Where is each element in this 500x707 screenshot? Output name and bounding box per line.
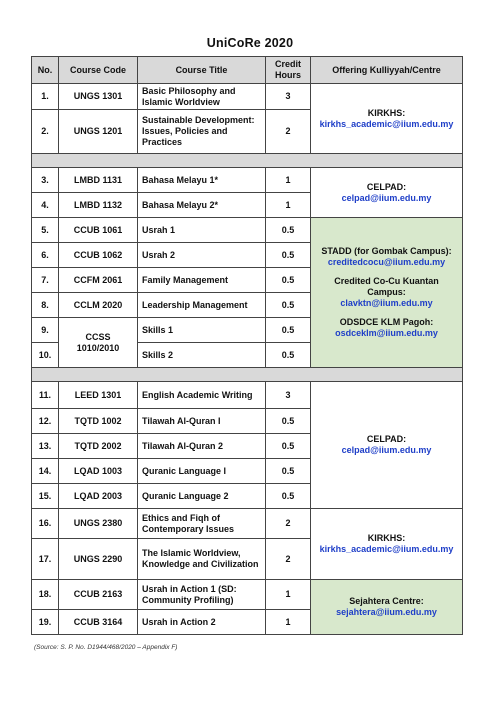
- row-code: UNGS 1201: [59, 110, 138, 154]
- row-title: Usrah 2: [138, 243, 266, 268]
- row-credit: 0.5: [266, 459, 311, 484]
- row-credit: 2: [266, 539, 311, 580]
- table-row: [32, 218, 463, 243]
- row-title: Bahasa Melayu 2*: [138, 193, 266, 218]
- row-code: CCLM 2020: [59, 293, 138, 318]
- offering-name: Credited Co-Cu Kuantan Campus:: [334, 276, 439, 297]
- row-credit: 0.5: [266, 243, 311, 268]
- row-no: 6.: [32, 243, 59, 268]
- row-title: Quranic Language I: [138, 459, 266, 484]
- row-code: CCFM 2061: [59, 268, 138, 293]
- row-title: Quranic Language 2: [138, 484, 266, 509]
- row-code: LMBD 1131: [59, 168, 138, 193]
- row-code: CCUB 1061: [59, 218, 138, 243]
- row-credit: 1: [266, 168, 311, 193]
- offering-email: osdceklm@iium.edu.my: [335, 328, 438, 338]
- row-no: 3.: [32, 168, 59, 193]
- table-row: [32, 382, 463, 409]
- row-title: Tilawah Al-Quran I: [138, 409, 266, 434]
- offering-kirkhs: [311, 509, 463, 580]
- table-row: [32, 168, 463, 193]
- row-title: Tilawah Al-Quran 2: [138, 434, 266, 459]
- row-credit: 0.5: [266, 343, 311, 368]
- row-title: Bahasa Melayu 1*: [138, 168, 266, 193]
- row-title: Skills 1: [138, 318, 266, 343]
- row-title: Ethics and Fiqh of Contemporary Issues: [138, 509, 266, 539]
- row-no: 18.: [32, 580, 59, 610]
- row-no: 7.: [32, 268, 59, 293]
- row-no: 12.: [32, 409, 59, 434]
- offering-name: CELPAD:: [366, 434, 407, 444]
- source-note: (Source: S. P. No. D1944/468/2020 – Appendix F): [34, 644, 178, 651]
- row-title: Leadership Management: [138, 293, 266, 318]
- row-credit: 0.5: [266, 484, 311, 509]
- row-credit: 2: [266, 509, 311, 539]
- row-no: 4.: [32, 193, 59, 218]
- row-no: 16.: [32, 509, 59, 539]
- header-credit-hours: Credit Hours: [266, 57, 311, 84]
- header-no: No.: [32, 57, 59, 84]
- row-credit: 1: [266, 580, 311, 610]
- row-credit: 3: [266, 382, 311, 409]
- offering-name: KIRKHS:: [367, 107, 406, 118]
- offering-email: sejahtera@iium.edu.my: [336, 607, 437, 617]
- row-no: 17.: [32, 539, 59, 580]
- row-title: Basic Philosophy and Islamic Worldview: [138, 84, 266, 110]
- offering-name: CELPAD:: [366, 181, 407, 192]
- row-code: UNGS 1301: [59, 84, 138, 110]
- row-code: UNGS 2290: [59, 539, 138, 580]
- row-code: LEED 1301: [59, 382, 138, 409]
- row-title: The Islamic Worldview, Knowledge and Civilization: [138, 539, 266, 580]
- offering-celpad: [311, 168, 463, 218]
- row-code: CCSS 1010/2010: [59, 318, 138, 368]
- row-credit: 0.5: [266, 218, 311, 243]
- row-title: Skills 2: [138, 343, 266, 368]
- offering-celpad: [311, 382, 463, 509]
- group-separator: [32, 368, 463, 382]
- row-no: 11.: [32, 382, 59, 409]
- row-no: 19.: [32, 610, 59, 635]
- row-no: 9.: [32, 318, 59, 343]
- group-separator: [32, 154, 463, 168]
- row-no: 14.: [32, 459, 59, 484]
- row-code: TQTD 2002: [59, 434, 138, 459]
- row-title: Family Management: [138, 268, 266, 293]
- offering-email: clavktn@iium.edu.my: [340, 298, 433, 308]
- row-no: 5.: [32, 218, 59, 243]
- row-no: 10.: [32, 343, 59, 368]
- offering-email: celpad@iium.edu.my: [341, 445, 432, 455]
- row-credit: 0.5: [266, 409, 311, 434]
- row-code: TQTD 1002: [59, 409, 138, 434]
- header-offering: Offering Kulliyyah/Centre: [311, 57, 463, 84]
- course-table: [31, 56, 463, 635]
- row-title: Usrah in Action 2: [138, 610, 266, 635]
- offering-email: celpad@iium.edu.my: [341, 192, 432, 203]
- offering-name: STADD (for Gombak Campus):: [321, 246, 452, 256]
- row-no: 15.: [32, 484, 59, 509]
- header-course-title: Course Title: [138, 57, 266, 84]
- row-code: UNGS 2380: [59, 509, 138, 539]
- row-no: 1.: [32, 84, 59, 110]
- row-code: LMBD 1132: [59, 193, 138, 218]
- offering-email: kirkhs_academic@iium.edu.my: [319, 118, 454, 129]
- row-code: CCUB 3164: [59, 610, 138, 635]
- row-title: Sustainable Development: Issues, Policies and Practices: [138, 110, 266, 154]
- page-title: UniCoRe 2020: [206, 36, 294, 50]
- offering-email: creditedcocu@iium.edu.my: [327, 257, 446, 267]
- table-header-row: [32, 57, 463, 84]
- offering-kirkhs: [311, 84, 463, 154]
- offering-name: Sejahtera Centre:: [349, 596, 424, 606]
- row-code: LQAD 2003: [59, 484, 138, 509]
- row-credit: 1: [266, 610, 311, 635]
- row-code: CCUB 2163: [59, 580, 138, 610]
- row-credit: 2: [266, 110, 311, 154]
- table-row: [32, 509, 463, 539]
- offering-name: KIRKHS:: [367, 533, 406, 543]
- row-code: LQAD 1003: [59, 459, 138, 484]
- offering-name: ODSDCE KLM Pagoh:: [339, 317, 434, 327]
- table-row: [32, 84, 463, 110]
- row-credit: 0.5: [266, 293, 311, 318]
- row-no: 8.: [32, 293, 59, 318]
- row-title: English Academic Writing: [138, 382, 266, 409]
- row-credit: 0.5: [266, 318, 311, 343]
- row-title: Usrah in Action 1 (SD: Community Profiling): [138, 580, 266, 610]
- row-code: CCUB 1062: [59, 243, 138, 268]
- row-no: 13.: [32, 434, 59, 459]
- row-credit: 1: [266, 193, 311, 218]
- offering-email: kirkhs_academic@iium.edu.my: [319, 544, 454, 554]
- row-credit: 3: [266, 84, 311, 110]
- row-credit: 0.5: [266, 268, 311, 293]
- row-credit: 0.5: [266, 434, 311, 459]
- table-row: [32, 580, 463, 610]
- offering-sejahtera: [311, 580, 463, 635]
- header-course-code: Course Code: [59, 57, 138, 84]
- row-title: Usrah 1: [138, 218, 266, 243]
- row-no: 2.: [32, 110, 59, 154]
- offering-stadd: [311, 218, 463, 368]
